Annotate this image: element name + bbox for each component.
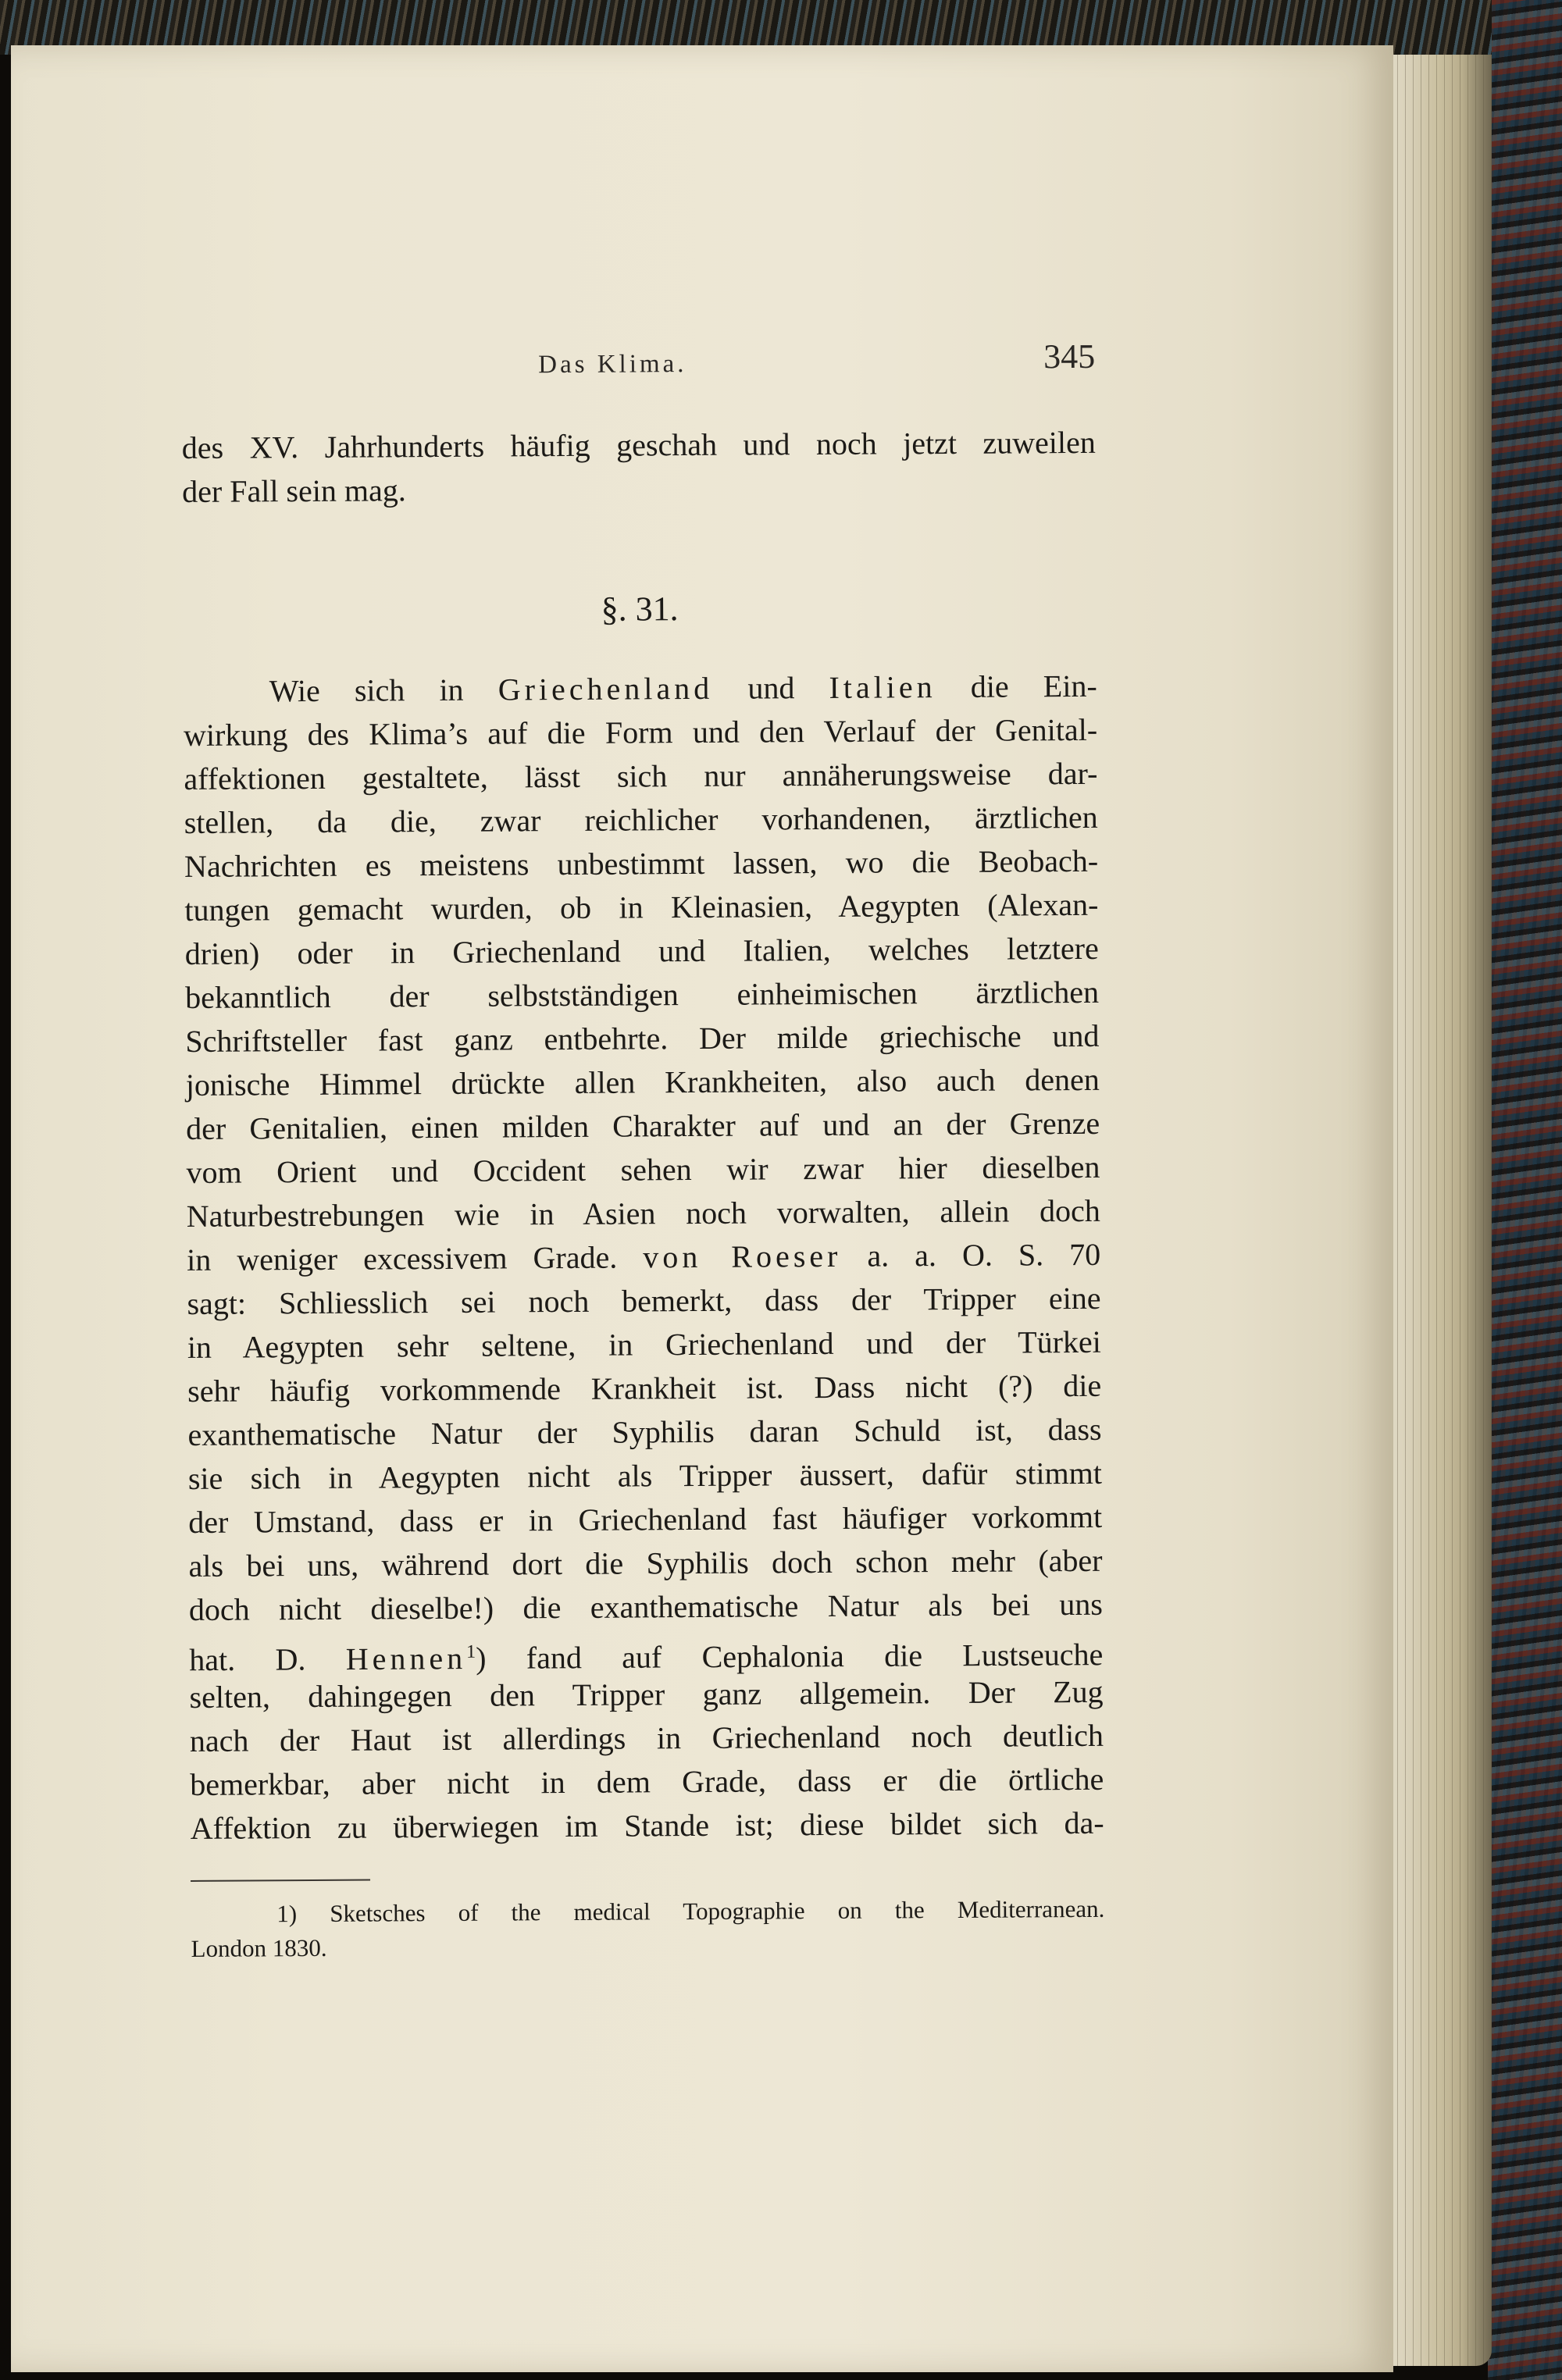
spaced-name: Hennen (345, 1641, 467, 1677)
text-line: der Fall sein mag. (182, 472, 406, 509)
text-line: des XV. Jahrhunderts häufig geschah und noch jetzt zuweilen (181, 424, 1096, 465)
text-line: Nachrichten es meistens unbestimmt lassen, wo die Beobach- (184, 843, 1099, 884)
text-line: Naturbestrebungen wie in Asien noch vorwalten, allein doch (186, 1192, 1100, 1234)
footnote-rule (191, 1879, 370, 1882)
text-line: bemerkbar, aber nicht in dem Grade, dass er die örtliche (190, 1761, 1104, 1802)
text-line: bekanntlich der selbstständigen einheimischen ärztlichen (184, 974, 1100, 1015)
running-head (181, 337, 1095, 389)
text-line: hat. D. Hennen$^1$) fand auf Cephalonia die Lustseuche (189, 1637, 1104, 1678)
book-page (11, 45, 1393, 2372)
text-line: sehr häufig vorkommende Krankheit ist. Dass nicht (?) die (187, 1367, 1102, 1409)
spaced-name: von Roeser (643, 1238, 842, 1275)
text-line: Wie sich in Griechenland und Italien die Ein- (269, 668, 1097, 709)
text-line: sie sich in Aegypten nicht als Tripper äussert, dafür stimmt (187, 1455, 1103, 1496)
text-block (181, 337, 1105, 1962)
footnote-line: London 1830. (191, 1933, 327, 1962)
text-line: Affektion zu überwiegen im Stande ist; diese bildet sich da- (190, 1805, 1104, 1846)
text-line: affektionen gestaltete, lässt sich nur annäherungsweise dar- (184, 755, 1098, 796)
text-line: der Umstand, dass er in Griechenland fast häufiger vorkommt (188, 1498, 1103, 1540)
spaced-name: Italien (829, 669, 936, 705)
text-line: nach der Haut ist allerdings in Griechenland noch deutlich (189, 1717, 1104, 1758)
text-line: der Genitalien, einen milden Charakter auf und an der Grenze (186, 1105, 1100, 1146)
text-line: doch nicht dieselbe!) die exanthematische Natur als bei uns (188, 1586, 1104, 1627)
footnote-marker: 1 (466, 1641, 476, 1662)
text-line: drien) oder in Griechenland und Italien, welches letztere (184, 930, 1099, 971)
marbled-book-edge (1488, 0, 1562, 2380)
text-line: Schriftsteller fast ganz entbehrte. Der milde griechische und (185, 1017, 1100, 1059)
text-line: jonische Himmel drückte allen Krankheiten, also auch denen (185, 1061, 1100, 1103)
text-line: sagt: Schliesslich sei noch bemerkt, dass der Tripper eine (187, 1280, 1101, 1321)
text-line: stellen, da die, zwar reichlicher vorhandenen, ärztlichen (184, 799, 1098, 840)
text-line: in weniger excessivem Grade. von Roeser a. a. O. S. 70 (187, 1236, 1101, 1277)
text-line: in Aegypten sehr seltene, in Griechenland und der Türkei (187, 1324, 1101, 1365)
text-line: selten, dahingegen den Tripper ganz allgemein. Der Zug (189, 1673, 1104, 1715)
spaced-name: Griechenland (497, 670, 714, 707)
text-line: als bei uns, während dort die Syphilis doch schon mehr (aber (188, 1542, 1103, 1584)
running-head-title: Das Klima. (538, 350, 687, 379)
text-line: wirkung des Klima’s auf die Form und den Verlauf der Genital- (183, 711, 1098, 753)
text-line: vom Orient und Occident sehen wir zwar hier dieselben (186, 1149, 1100, 1190)
text-line: exanthematische Natur der Syphilis daran Schuld ist, dass (187, 1411, 1102, 1452)
footnote-line: 1) Sketsches of the medical Topographie on the Mediterranean. (276, 1894, 1105, 1928)
section-heading: §. 31. (601, 590, 679, 629)
text-line: tungen gemacht wurden, ob in Kleinasien, Aegypten (Alexan- (184, 886, 1099, 928)
page-number: 345 (1043, 337, 1096, 376)
